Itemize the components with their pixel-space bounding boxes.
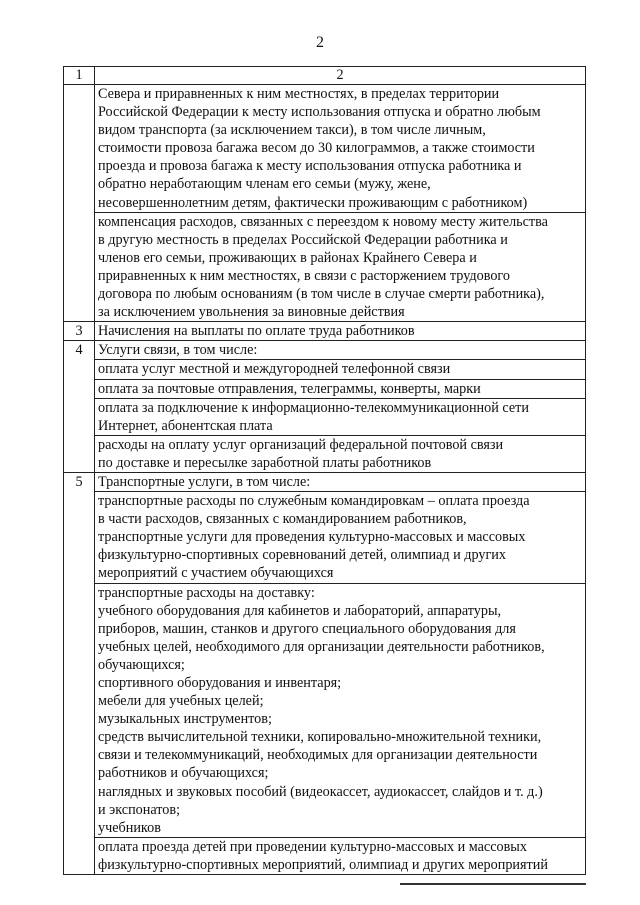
table-header-row bbox=[64, 67, 586, 85]
text-line: Услуги связи, в том числе: bbox=[98, 342, 258, 359]
table-row bbox=[64, 85, 586, 322]
sub-item bbox=[95, 473, 585, 491]
text-line: Интернет, абонентская плата bbox=[98, 417, 273, 434]
sub-item bbox=[95, 341, 585, 359]
row-number bbox=[64, 85, 95, 322]
text-line: приравненных к ним местностях, в связи с расторжением трудового bbox=[98, 267, 510, 284]
table-row bbox=[64, 472, 586, 874]
text-line: учебников bbox=[98, 819, 161, 836]
text-line: расходы на оплату услуг организаций федеральной почтовой связи bbox=[98, 436, 504, 453]
table-row bbox=[64, 322, 586, 341]
text-line: и экспонатов; bbox=[98, 801, 181, 818]
text-line: учебного оборудования для кабинетов и лабораторий, аппаратуры, bbox=[98, 602, 502, 619]
text-line: договора по любым основаниям (в том числе в случае смерти работника), bbox=[98, 286, 545, 303]
table-row bbox=[64, 341, 586, 473]
sub-item bbox=[95, 583, 585, 837]
expense-table bbox=[63, 66, 586, 875]
text-line: спортивного оборудования и инвентаря; bbox=[98, 675, 342, 691]
text-line: Начисления на выплаты по оплате труда работников bbox=[98, 323, 415, 340]
text-line: средств вычислительной техники, копировально-множительной техники, bbox=[98, 729, 542, 746]
row-content bbox=[95, 85, 586, 322]
text-line: по доставке и пересылке заработной платы работников bbox=[98, 454, 432, 471]
row-content bbox=[95, 341, 586, 473]
text-line: физкультурно-спортивных соревнований детей, олимпиад и других bbox=[98, 547, 506, 564]
text-line: за исключением увольнения за виновные действия bbox=[98, 304, 405, 321]
text-line: физкультурно-спортивных мероприятий, олимпиад и других мероприятий bbox=[98, 856, 548, 873]
row-number: 4 bbox=[64, 341, 95, 473]
text-line: Транспортные услуги, в том числе: bbox=[98, 473, 311, 490]
header-col-2: 2 bbox=[95, 67, 586, 85]
text-line: Российской Федерации к месту использования отпуска и обратно любым bbox=[98, 104, 541, 121]
sub-item bbox=[95, 379, 585, 398]
text-line: наглядных и звуковых пособий (видеокассет, аудиокассет, слайдов и т. д.) bbox=[98, 783, 543, 800]
text-line: проезда и провоза багажа к месту использования отпуска работника и bbox=[98, 158, 522, 175]
text-line: музыкальных инструментов; bbox=[98, 711, 272, 728]
text-line: связи и телекоммуникаций, необходимых для организации деятельности bbox=[98, 747, 538, 764]
header-col-1: 1 bbox=[64, 67, 95, 85]
text-line: несовершеннолетним детям, фактически проживающим с работником) bbox=[98, 194, 528, 211]
text-line: оплата услуг местной и междугородней телефонной связи bbox=[98, 361, 451, 378]
text-line: работников и обучающихся; bbox=[98, 765, 269, 782]
text-line: компенсация расходов, связанных с переездом к новому месту жительства bbox=[98, 213, 548, 230]
row-content bbox=[95, 322, 586, 341]
sub-item bbox=[95, 491, 585, 582]
sub-item bbox=[95, 837, 585, 874]
text-line: в другую местность в пределах Российской Федерации работника и bbox=[98, 231, 508, 248]
text-line: обратно неработающим членам его семьи (мужу, жене, bbox=[98, 176, 431, 193]
page-number: 2 bbox=[316, 34, 324, 51]
footer-rule bbox=[400, 883, 586, 885]
row-content bbox=[95, 472, 586, 874]
text-line: видом транспорта (за исключением такси), в том числе личным, bbox=[98, 122, 486, 139]
text-line: обучающихся; bbox=[98, 656, 185, 673]
text-line: транспортные расходы на доставку: bbox=[98, 584, 315, 601]
text-line: мероприятий с участием обучающихся bbox=[98, 565, 334, 582]
text-line: оплата за подключение к информационно-телекоммуникационной сети bbox=[98, 399, 529, 416]
text-line: оплата проезда детей при проведении культурно-массовых и массовых bbox=[98, 838, 527, 855]
text-line: стоимости провоза багажа весом до 30 килограммов, а также стоимости bbox=[98, 140, 535, 157]
sub-item bbox=[95, 398, 585, 435]
text-line: оплата за почтовые отправления, телеграммы, конверты, марки bbox=[98, 380, 481, 397]
text-line: транспортные услуги для проведения культурно-массовых и массовых bbox=[98, 529, 526, 546]
sub-item bbox=[95, 322, 585, 340]
row-number: 5 bbox=[64, 472, 95, 874]
text-line: в части расходов, связанных с командированием работников, bbox=[98, 511, 467, 528]
text-line: учебных целей, необходимого для организации деятельности работников, bbox=[98, 638, 545, 655]
text-line: членов его семьи, проживающих в районах Крайнего Севера и bbox=[98, 249, 477, 266]
text-line: мебели для учебных целей; bbox=[98, 693, 264, 710]
text-line: Севера и приравненных к ним местностях, в пределах территории bbox=[98, 86, 500, 102]
row-number: 3 bbox=[64, 322, 95, 341]
sub-item bbox=[95, 212, 585, 322]
sub-item bbox=[95, 359, 585, 378]
sub-item bbox=[95, 85, 585, 212]
sub-item bbox=[95, 435, 585, 472]
text-line: приборов, машин, станков и другого специального оборудования для bbox=[98, 620, 516, 637]
text-line: транспортные расходы по служебным командировкам – оплата проезда bbox=[98, 493, 530, 510]
